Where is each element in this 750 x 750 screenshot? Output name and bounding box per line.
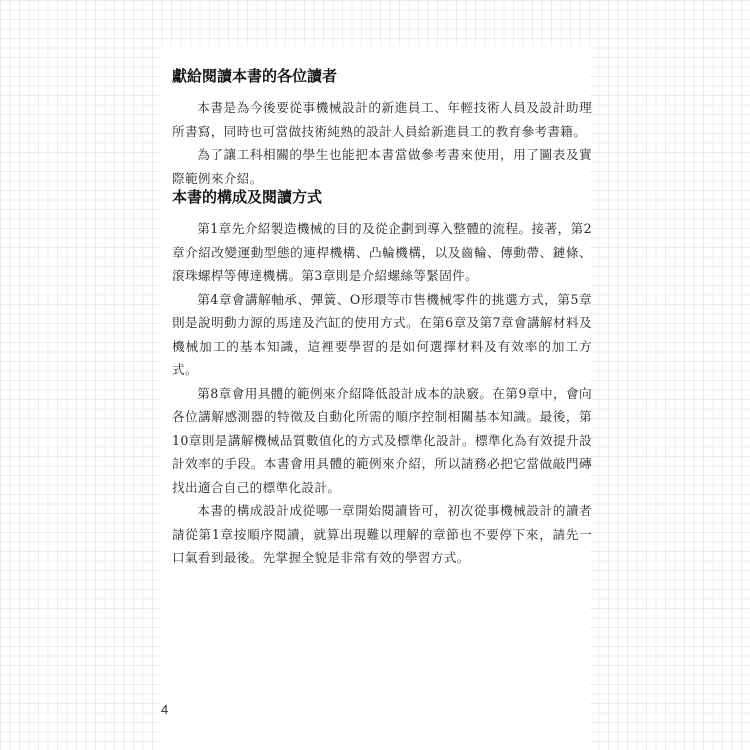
section-dedication: [172, 66, 592, 190]
page-number: 4: [161, 702, 169, 717]
paragraph: 本書的構成設計成從哪一章開始閱讀皆可，初次從事機械設計的讀者請從第1章按順序閱讀，就算出現難以理解的章節也不要停下來，請先一口氣看到最後。先掌握全貌是非常有效的學習方式。: [172, 503, 592, 565]
section-structure: [172, 187, 592, 570]
paragraph: 本書是為今後要從事機械設計的新進員工、年輕技術人員及設計助理所書寫，同時也可當做技術純熟的設計人員給新進員工的教育參考書籍。: [172, 100, 592, 139]
paragraph: 第8章會用具體的範例來介紹降低設計成本的訣竅。在第9章中，會向各位講解感測器的特徵及自動化所需的順序控制相關基本知識。最後，第10章則是講解機械品質數值化的方式及標準化設計。標準化為有效提升設計效率的手段。本書會用具體的範例來介紹，所以請務必把它當做敲門磚找出適合自己的標準化設計。: [172, 385, 592, 495]
paragraph: 為了讓工科相關的學生也能把本書當做參考書來使用，用了圖表及實際範例來介紹。: [172, 147, 592, 186]
paragraph: 第1章先介紹製造機械的目的及從企劃到導入整體的流程。接著，第2章介紹改變運動型態的連桿機構、凸輪機構，以及齒輪、傳動帶、鏈條、滾珠螺桿等傳達機構。第3章則是介紹螺絲等緊固件。: [172, 221, 592, 283]
paragraph: 第4章會講解軸承、彈簧、O形環等市售機械零件的挑選方式，第5章則是說明動力源的馬達及汽缸的使用方式。在第6章及第7章會講解材料及機械加工的基本知識，這裡要學習的是如何選擇材料及有效率的加工方式。: [172, 291, 592, 377]
section-heading: 本書的構成及閱讀方式: [172, 188, 323, 206]
section-heading: 獻給閱讀本書的各位讀者: [172, 67, 338, 85]
